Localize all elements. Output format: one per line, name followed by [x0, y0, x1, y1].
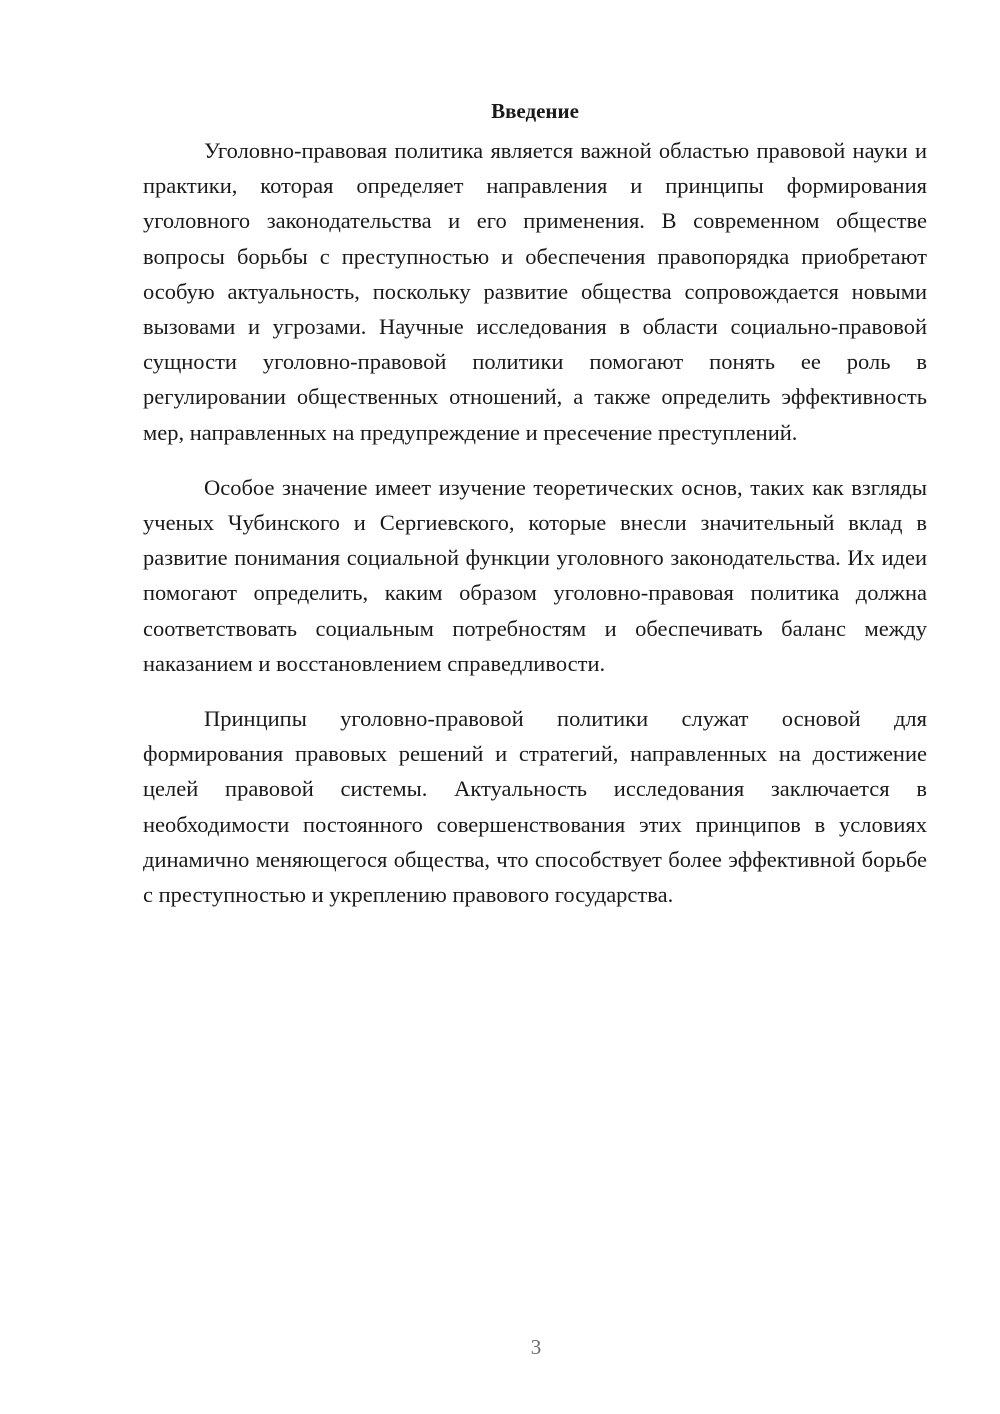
page-number: 3 — [530, 1335, 542, 1359]
section-title: Введение — [491, 99, 579, 123]
page-content — [143, 96, 927, 912]
paragraph-3: Принципы уголовно-правовой политики служат основой для формирования правовых решений и стратегий, направленных на достижение целей правовой системы. Актуальность исследования заключается в необходимости постоянного совершенствования этих принципов в условиях динамично меняющегося общества, что способствует более эффективной борьбе с преступностью и укреплению правового государства. — [143, 706, 927, 908]
paragraph-1: Уголовно-правовая политика является важной областью правовой науки и практики, которая определяет направления и принципы формирования уголовного законодательства и его применения. В современном обществе вопросы борьбы с преступностью и обеспечения правопорядка приобретают особую актуальность, поскольку развитие общества сопровождается новыми вызовами и угрозами. Научные исследования в области социально-правовой сущности уголовно-правовой политики помогают понять ее роль в регулировании общественных отношений, а также определить эффективность мер, направленных на предупреждение и пресечение преступлений. — [143, 138, 927, 445]
paragraph-2: Особое значение имеет изучение теоретических основ, таких как взгляды ученых Чубинского и Сергиевского, которые внесли значительный вклад в развитие понимания социальной функции уголовного законодательства. Их идеи помогают определить, каким образом уголовно-правовая политика должна соответствовать социальным потребностям и обеспечивать баланс между наказанием и восстановлением справедливости. — [143, 474, 927, 676]
